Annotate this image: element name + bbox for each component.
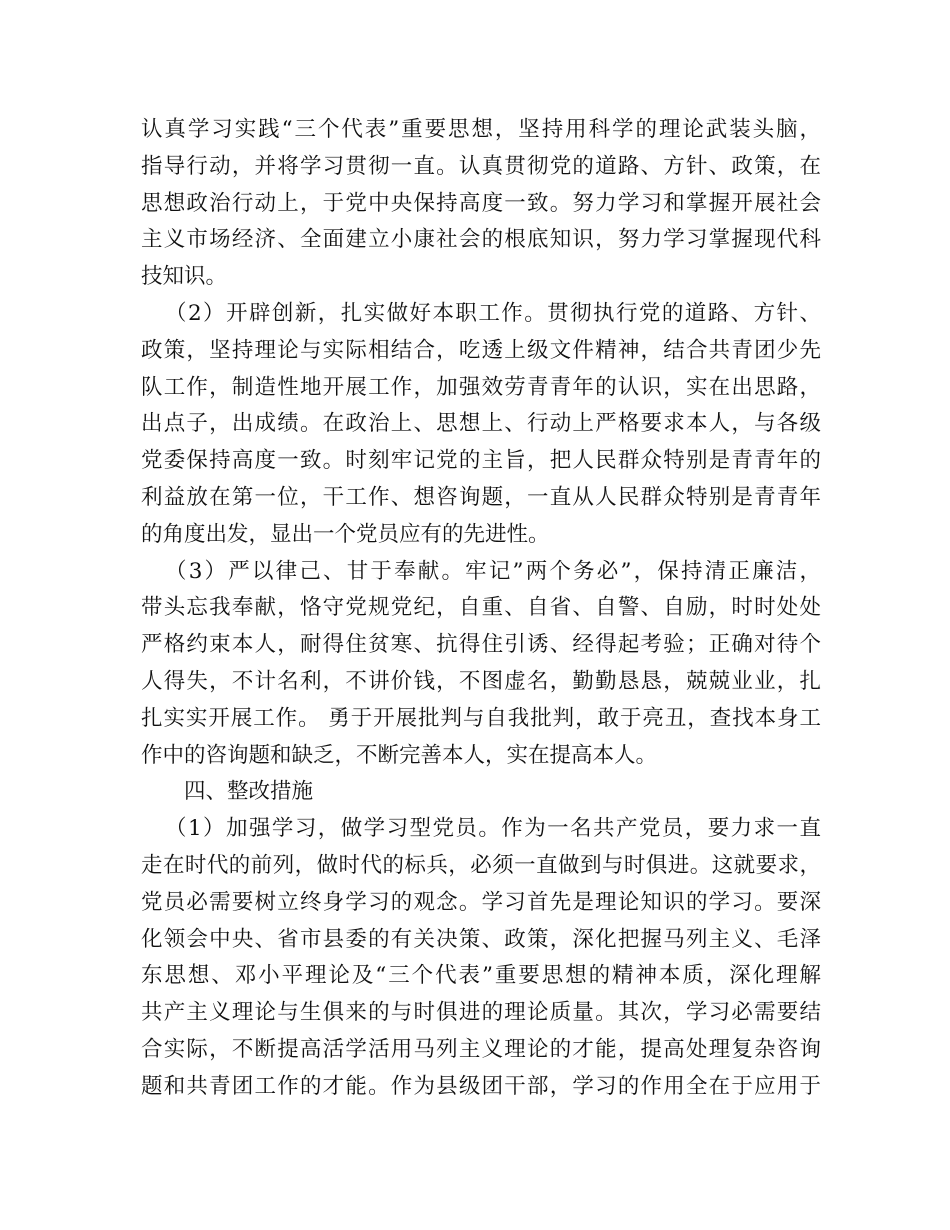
text-line: 利益放在第一位，干工作、想咨询题，一直从人民群众特别是青青年 [141, 484, 821, 510]
text-line: 政策，坚持理论与实际相结合，吃透上级文件精神，结合共青团少先 [141, 337, 821, 363]
text-line: 带头忘我奉献，恪守党规党纪，自重、自省、自警、自励，时时处处 [141, 595, 821, 621]
text-line: （3）严以律己、甘于奉献。牢记”两个务必”，保持清正廉洁， [165, 558, 821, 584]
paragraph-study-practice [141, 112, 821, 296]
text-line: 化领会中央、省市县委的有关决策、政策，深化把握马列主义、毛泽 [141, 926, 821, 952]
text-line: （1）加强学习，做学习型党员。作为一名共产党员，要力求一直 [165, 816, 821, 842]
text-line: 党员必需要树立终身学习的观念。学习首先是理论知识的学习。要深 [141, 889, 821, 915]
paragraph-self-discipline [141, 554, 821, 775]
text-line: 人得失，不计名利，不讲价钱，不图虚名，勤勤恳恳，兢兢业业，扎 [141, 668, 821, 694]
text-line: 技知识。 [141, 264, 228, 290]
text-line: 合实际，不断提高活学活用马列主义理论的才能，提高处理复杂咨询 [141, 1036, 821, 1062]
text-line: 走在时代的前列，做时代的标兵，必须一直做到与时俱进。这就要求， [141, 852, 821, 878]
text-line: 思想政治行动上，于党中央保持高度一致。努力学习和掌握开展社会 [141, 190, 821, 216]
paragraph-strengthen-study [141, 811, 821, 1105]
section-heading-rectification [141, 774, 821, 811]
text-line: 党委保持高度一致。时刻牢记党的主旨，把人民群众特别是青青年的 [141, 448, 821, 474]
text-line: 作中的咨询题和缺乏，不断完善本人，实在提高本人。 [141, 742, 658, 768]
text-line: 东思想、邓小平理论及“三个代表”重要思想的精神本质，深化理解 [141, 963, 821, 989]
text-line: 的角度出发，显出一个党员应有的先进性。 [141, 521, 550, 547]
text-line: 严格约束本人，耐得住贫寒、抗得住引诱、经得起考验；正确对待个 [141, 632, 821, 658]
text-line: 主义市场经济、全面建立小康社会的根底知识，努力学习掌握现代科 [141, 227, 821, 253]
text-line: 认真学习实践“三个代表”重要思想，坚持用科学的理论武装头脑， [141, 117, 821, 142]
text-line: 题和共青团工作的才能。作为县级团干部，学习的作用全在于应用于 [141, 1073, 821, 1099]
text-line: 扎实实开展工作。 勇于开展批判与自我批判，敢于亮丑，查找本身工 [141, 705, 821, 731]
paragraph-innovation [141, 296, 821, 554]
text-line: 共产主义理论与生俱来的与时俱进的理论质量。其次，学习必需要结 [141, 1000, 821, 1026]
text-line: 队工作，制造性地开展工作，加强效劳青青年的认识，实在出思路， [141, 374, 821, 400]
text-line: （2）开辟创新，扎实做好本职工作。贯彻执行党的道路、方针、 [165, 300, 821, 326]
section-heading: 四、整改措施 [184, 779, 314, 805]
document-body [141, 112, 821, 1106]
text-line: 出点子，出成绩。在政治上、思想上、行动上严格要求本人，与各级 [141, 411, 821, 437]
text-line: 指导行动，并将学习贯彻一直。认真贯彻党的道路、方针、政策，在 [141, 153, 821, 179]
